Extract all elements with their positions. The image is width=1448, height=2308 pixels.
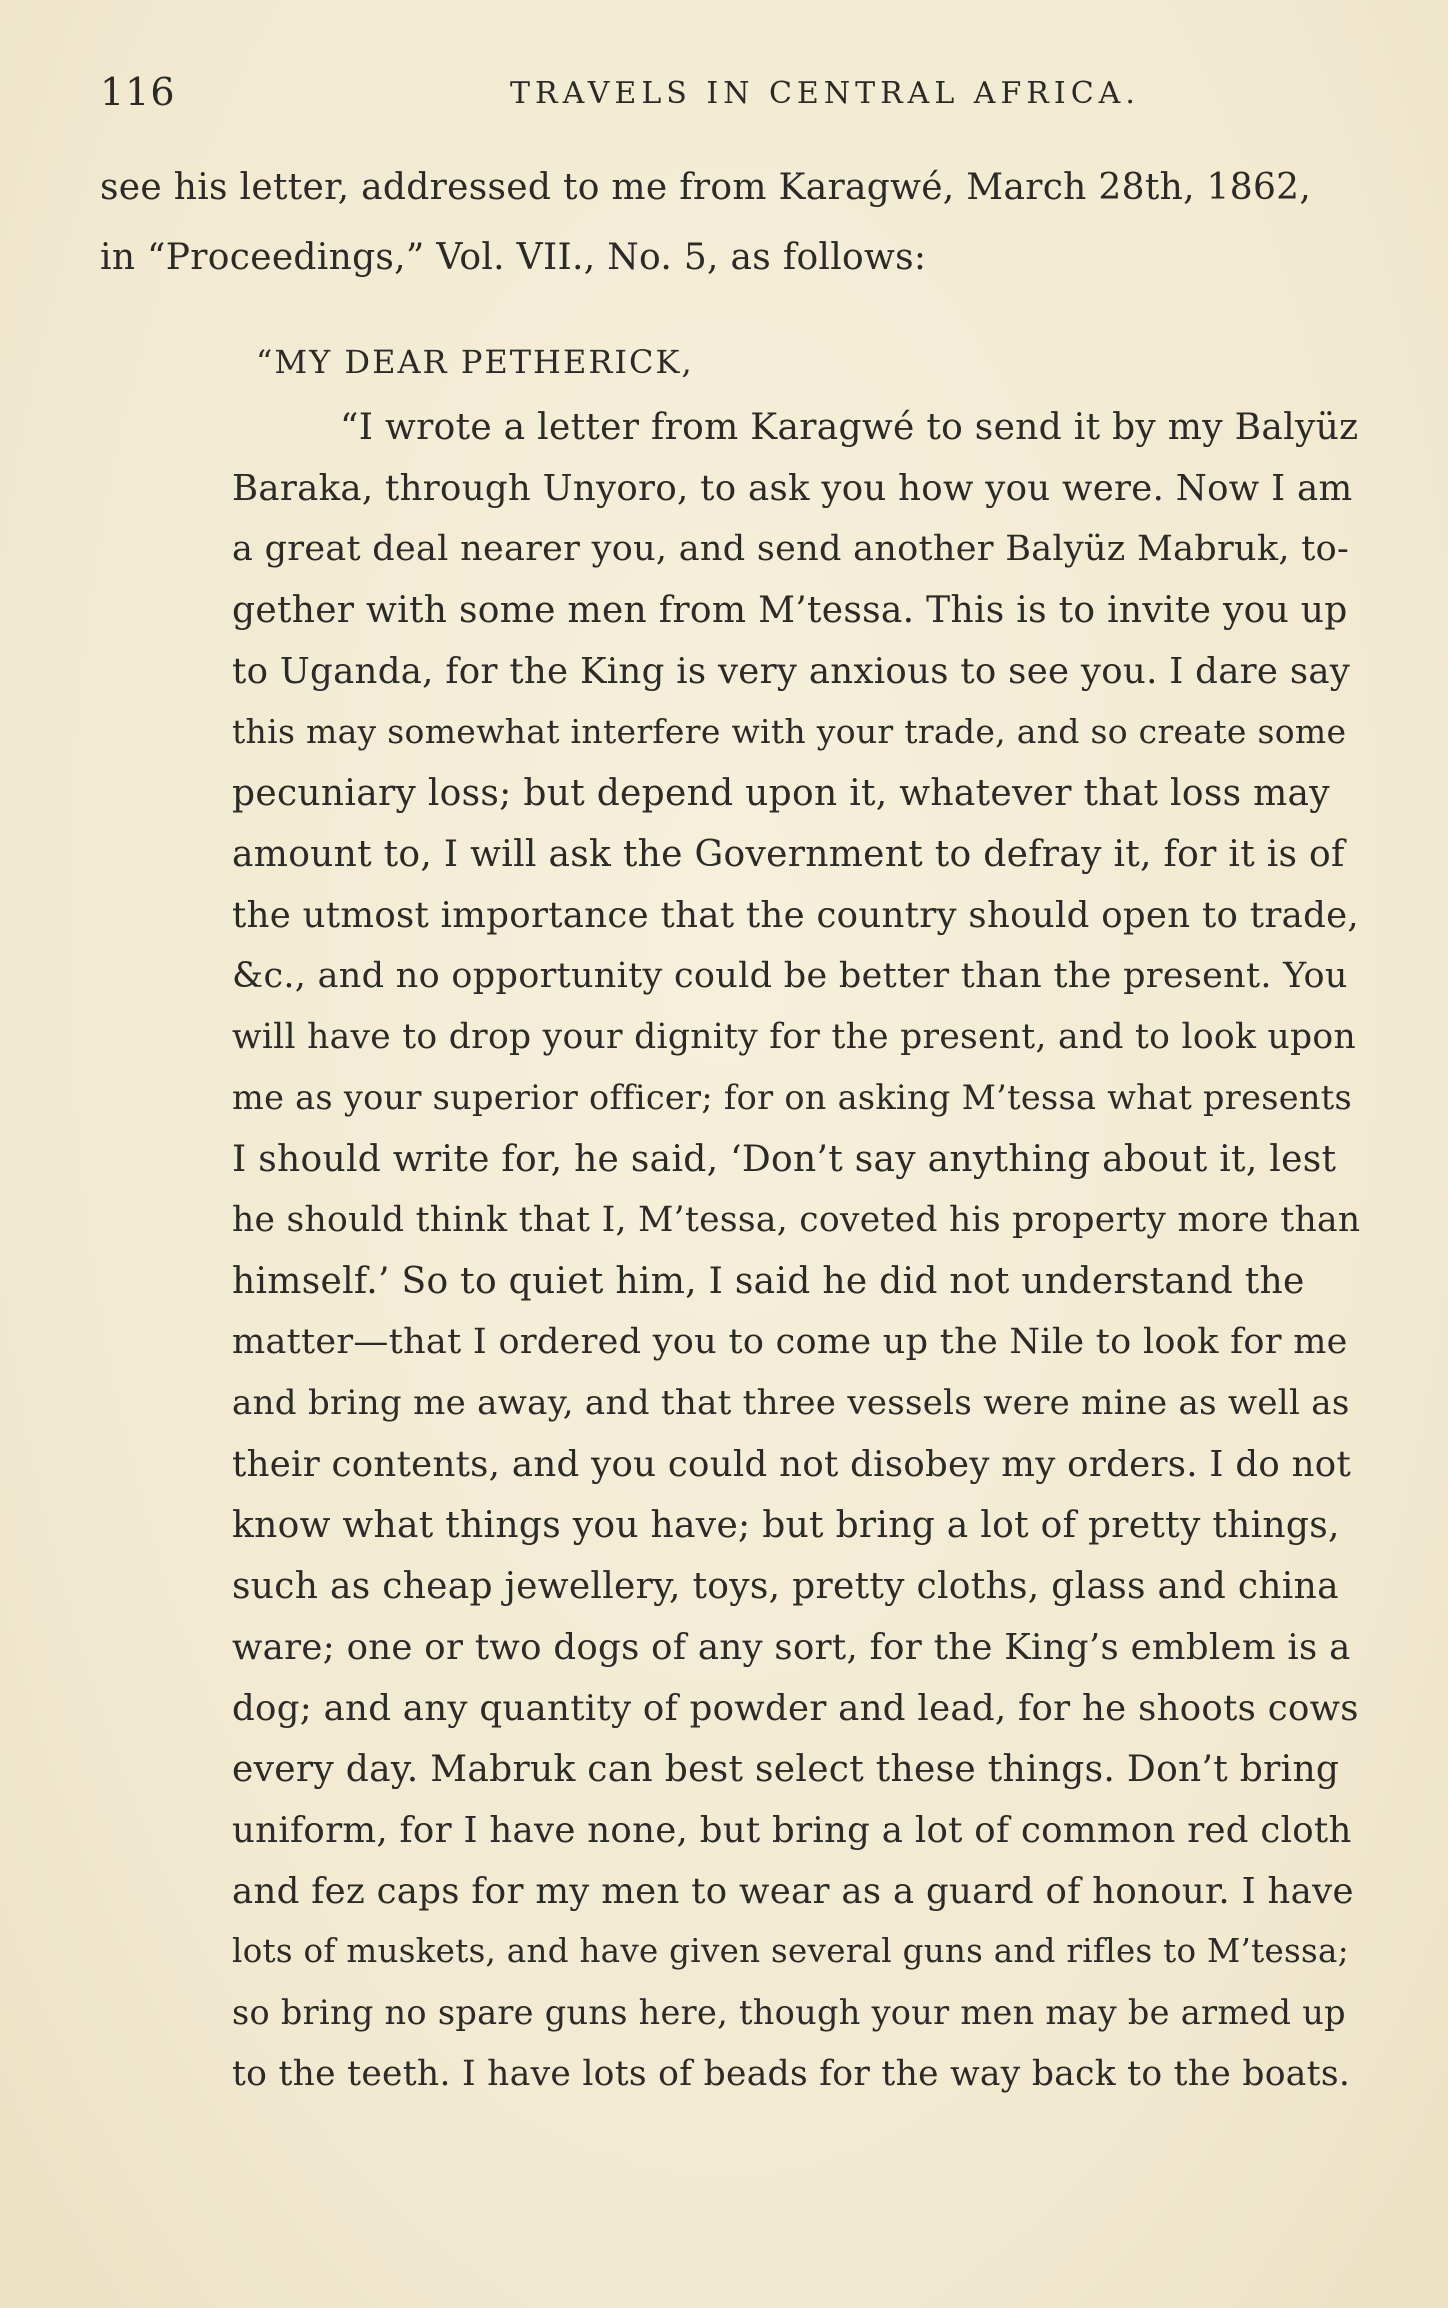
- letter-line: and bring me away, and that three vessels were mine as well as: [232, 1383, 1350, 1423]
- letter-line: so bring no spare guns here, though your men may be armed up: [232, 1993, 1346, 2032]
- letter-line: ware; one or two dogs of any sort, for the King’s emblem is a: [232, 1627, 1351, 1668]
- letter-line: Baraka, through Unyoro, to ask you how you were. Now I am: [232, 468, 1353, 509]
- letter-line: amount to, I will ask the Government to defray it, for it is of: [232, 834, 1345, 875]
- intro-line: see his letter, addressed to me from Karagwé, March 28th, 1862,: [100, 167, 1312, 208]
- letter-line: to the teeth. I have lots of beads for the way back to the boats.: [232, 2054, 1351, 2094]
- letter-salutation: “MY DEAR PETHERICK,: [256, 343, 694, 381]
- letter-line: the utmost importance that the country should open to trade,: [232, 895, 1360, 936]
- letter-line: lots of muskets, and have given several guns and rifles to M’tessa;: [232, 1932, 1349, 1970]
- letter-line: he should think that I, M’tessa, coveted his property more than: [232, 1200, 1361, 1240]
- page-number: 116: [100, 70, 176, 114]
- letter-line: matter—that I ordered you to come up the Nile to look for me: [232, 1322, 1348, 1362]
- letter-line: dog; and any quantity of powder and lead, for he shoots cows: [232, 1688, 1359, 1729]
- letter-line: this may somewhat interfere with your trade, and so create some: [232, 712, 1347, 751]
- letter-line: me as your superior officer; for on asking M’tessa what presents: [232, 1078, 1352, 1117]
- letter-line: pecuniary loss; but depend upon it, whatever that loss may: [232, 773, 1330, 814]
- letter-line: himself.’ So to quiet him, I said he did not understand the: [232, 1261, 1305, 1302]
- letter-line: their contents, and you could not disobey my orders. I do not: [232, 1444, 1352, 1485]
- letter-line: such as cheap jewellery, toys, pretty cloths, glass and china: [232, 1566, 1339, 1607]
- running-head: TRAVELS IN CENTRAL AFRICA.: [510, 76, 1140, 111]
- page-header: [100, 70, 1340, 130]
- letter-line: I should write for, he said, ‘Don’t say anything about it, lest: [232, 1139, 1337, 1180]
- letter-line: uniform, for I have none, but bring a lot of common red cloth: [232, 1810, 1352, 1851]
- letter-line: every day. Mabruk can best select these things. Don’t bring: [232, 1749, 1340, 1790]
- letter-line: know what things you have; but bring a lot of pretty things,: [232, 1505, 1340, 1546]
- letter-line: to Uganda, for the King is very anxious to see you. I dare say: [232, 651, 1351, 692]
- letter-line: a great deal nearer you, and send another Balyüz Mabruk, to-: [232, 529, 1350, 569]
- intro-line: in “Proceedings,” Vol. VII., No. 5, as follows:: [100, 237, 927, 278]
- letter-line: and fez caps for my men to wear as a guard of honour. I have: [232, 1871, 1354, 1912]
- letter-line: gether with some men from M’tessa. This is to invite you up: [232, 590, 1348, 631]
- letter-line: will have to drop your dignity for the present, and to look upon: [232, 1017, 1356, 1057]
- letter-line: “I wrote a letter from Karagwé to send it by my Balyüz: [340, 407, 1359, 448]
- letter-line: &c., and no opportunity could be better than the present. You: [232, 956, 1348, 996]
